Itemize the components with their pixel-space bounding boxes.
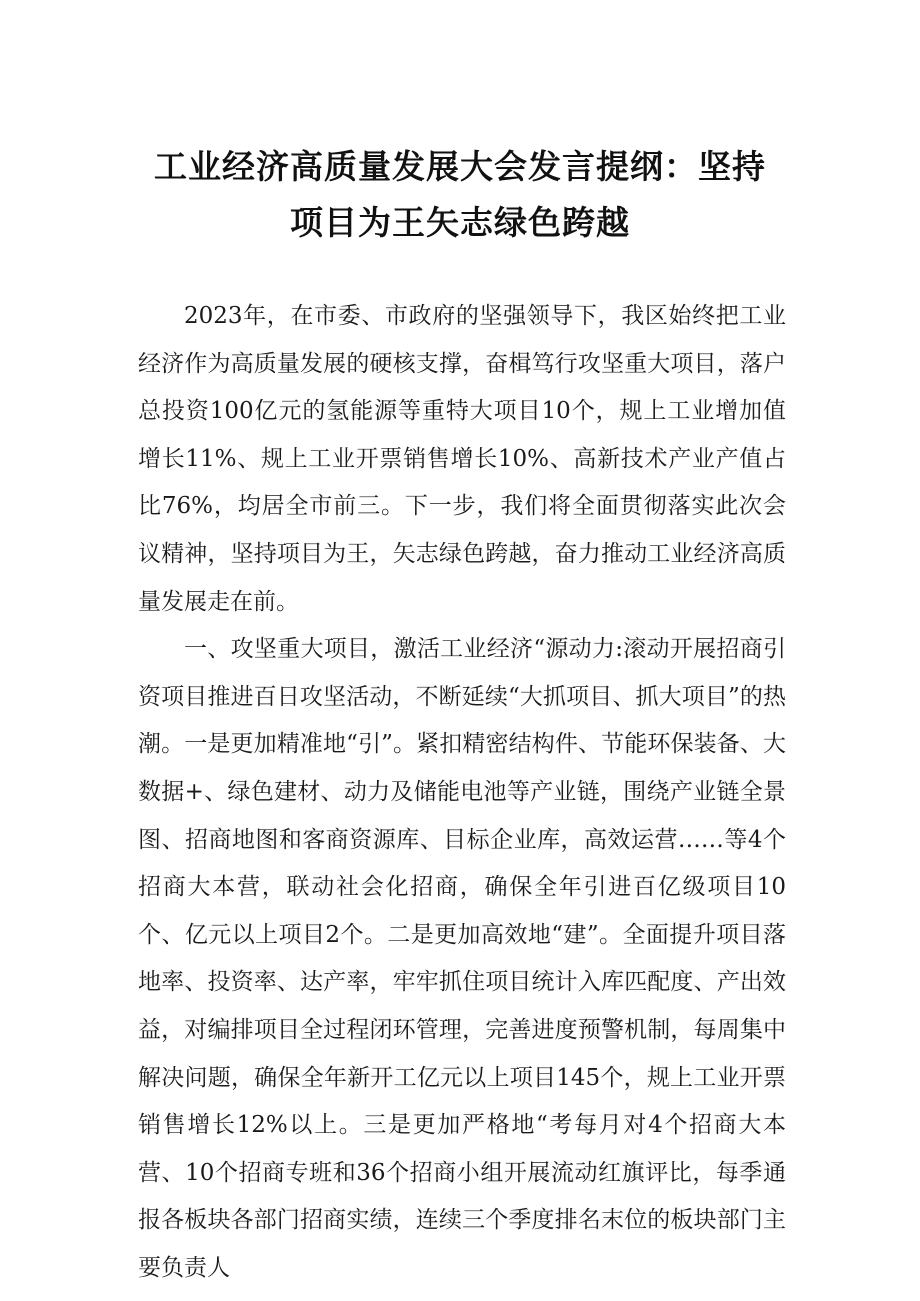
document-title-line-2: 项目为王矢志绿色跨越 [290, 203, 630, 242]
document-body [138, 293, 786, 1292]
paragraph-intro: 2023年，在市委、市政府的坚强领导下，我区始终把工业经济作为高质量发展的硬核支撑，奋楫笃行攻坚重大项目，落户总投资100亿元的氢能源等重特大项目10个，规上工业增加值增长11%、规上工业开票销售增长10%、高新技术产业产值占比76%，均居全市前三。下一步，我们将全面贯彻落实此次会议精神，坚持项目为王，矢志绿色跨越，奋力推动工业经济高质量发展走在前。 [138, 303, 786, 615]
document-title-line-1: 工业经济高质量发展大会发言提纲：坚持 [154, 147, 766, 186]
paragraph-section-1: 一、攻坚重大项目，激活工业经济“源动力:滚动开展招商引资项目推进百日攻坚活动，不断延续“大抓项目、抓大项目”的热潮。一是更加精准地“引”。紧扣精密结构件、节能环保装备、大数据+、绿色建材、动力及储能电池等产业链，围绕产业链全景图、招商地图和客商资源库、目标企业库，高效运营……等4个招商大本营，联动社会化招商，确保全年引进百亿级项目10个、亿元以上项目2个。二是更加高效地“建”。全面提升项目落地率、投资率、达产率，牢牢抓住项目统计入库匹配度、产出效益，对编排项目全过程闭环管理，完善进度预警机制，每周集中解决问题，确保全年新开工亿元以上项目145个，规上工业开票销售增长12%以上。三是更加严格地“考每月对4个招商大本营、10个招商专班和36个招商小组开展流动红旗评比，每季通报各板块各部门招商实绩，连续三个季度排名末位的板块部门主要负责人 [138, 636, 786, 1281]
